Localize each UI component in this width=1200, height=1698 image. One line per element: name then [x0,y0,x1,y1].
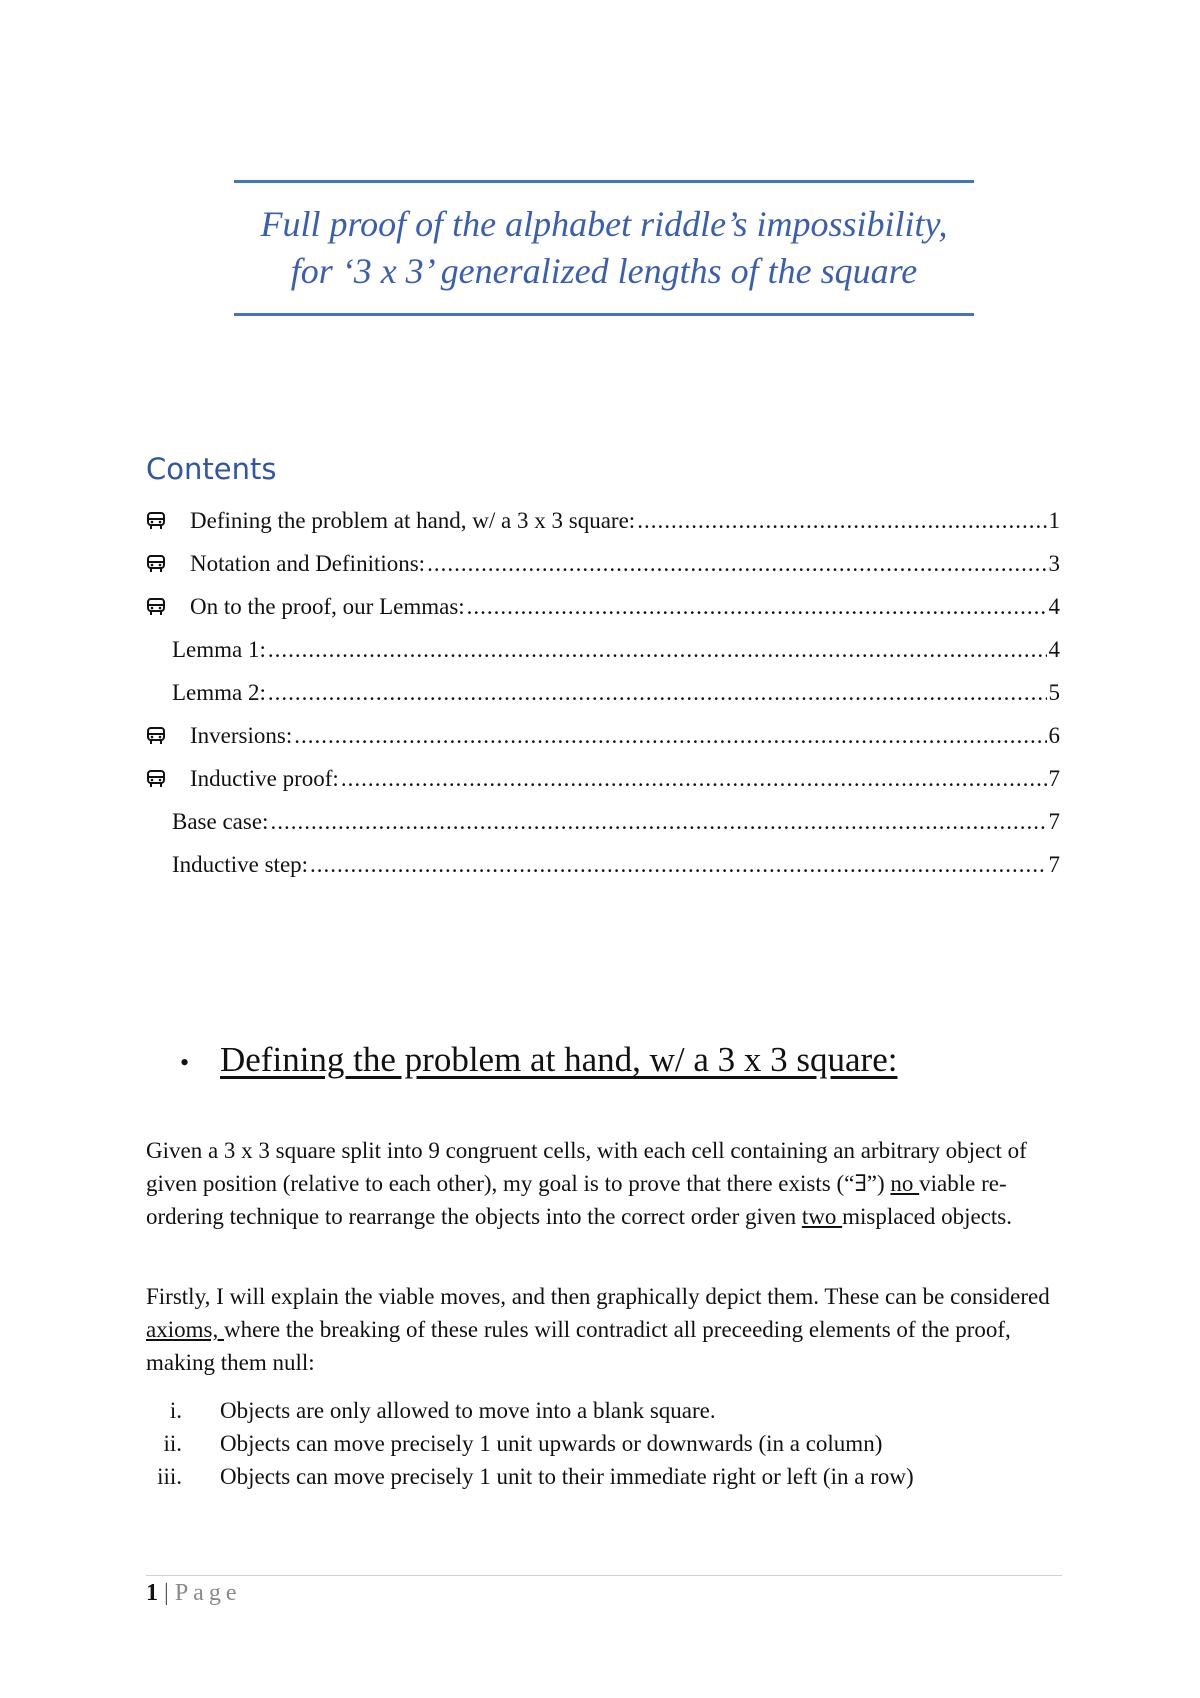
toc-leader [310,852,1046,878]
toc-page-number: 7 [1048,809,1060,834]
toc-entry-inductive-step[interactable] [172,838,1060,878]
list-item-text: Objects can move precisely 1 unit upwards or downwards (in a column) [220,1431,883,1456]
page-footer [146,1580,241,1607]
list-item-number: i. [169,1398,182,1423]
toc-label: Lemma 1: [172,637,266,662]
toc-label: Lemma 2: [172,680,266,705]
toc-label: Inversions: [190,723,293,748]
toc-page-number: 7 [1048,766,1060,791]
bus-icon [146,598,190,620]
bullet-icon: • [180,1048,190,1077]
toc-page-number: 7 [1048,852,1060,877]
contents-heading: Contents [146,452,277,486]
toc-leader [637,508,1046,534]
toc-page-number: 4 [1048,594,1060,619]
list-item-text: Objects are only allowed to move into a blank square. [220,1398,716,1423]
bus-icon [146,512,190,534]
emphasis-axioms: axioms, [146,1317,224,1342]
list-item-number: ii. [163,1431,182,1456]
toc-entry-inversions[interactable] [146,709,1060,749]
toc-label: Notation and Definitions: [190,551,426,576]
title-bottom-rule [234,313,974,316]
list-item [146,1431,1062,1464]
toc-page-number: 5 [1048,680,1060,705]
paragraph-text: misplaced objects. [842,1204,1013,1229]
toc-leader [427,551,1046,577]
bus-icon [146,555,190,577]
toc-label: Defining the problem at hand, w/ a 3 x 3 square: [190,508,636,533]
toc-page-number: 1 [1048,508,1060,533]
document-title [234,183,974,295]
toc-entry-lemma-1[interactable] [172,623,1060,663]
toc-page-number: 6 [1048,723,1060,748]
list-item-number: iii. [157,1464,182,1489]
toc-leader [294,723,1046,749]
toc-page-number: 3 [1048,551,1060,576]
toc-entry-lemmas[interactable] [146,580,1060,620]
title-line-2: for ‘3 x 3’ generalized lengths of the square [290,251,918,291]
paragraph-text: where the breaking of these rules will contradict all preceeding elements of the proof, making them null: [146,1317,1011,1375]
toc-label: Base case: [172,809,269,834]
list-item [146,1464,1062,1497]
title-line-1: Full proof of the alphabet riddle’s impossibility, [260,204,948,244]
emphasis-two: two [801,1204,843,1229]
footer-divider [146,1575,1062,1576]
toc-leader [467,594,1047,620]
page-number: 1 [146,1580,158,1606]
bus-icon [146,770,190,792]
footer-separator: | [164,1580,169,1606]
paragraph-text: Firstly, I will explain the viable moves, and then graphically depict them. These can be considered [146,1284,1050,1309]
toc-label: Inductive proof: [190,766,339,791]
emphasis-no: no [890,1171,920,1196]
toc-entry-defining-problem[interactable] [146,494,1060,534]
title-block [234,180,974,316]
toc-leader [268,680,1047,706]
toc-entry-lemma-2[interactable] [172,666,1060,706]
paragraph-intro [146,1134,1062,1233]
paragraph-axioms [146,1280,1062,1379]
page-label: Page [174,1580,242,1606]
toc-leader [270,809,1046,835]
toc-label: Inductive step: [172,852,309,877]
paragraph-text: Given a 3 x 3 square split into 9 congruent cells, with each cell containing an arbitrary object of given position (relative to each other), my goal is to prove that there exists (“∃”) [146,1138,1027,1196]
toc-entry-base-case[interactable] [172,795,1060,835]
toc-entry-notation[interactable] [146,537,1060,577]
section-title: Defining the problem at hand, w/ a 3 x 3 square: [220,1040,898,1079]
bus-icon [146,727,190,749]
toc-leader [268,637,1047,663]
rules-list [146,1398,1062,1497]
paragraph-text: viable re-ordering technique to rearrange the objects into the correct order given [146,1171,1007,1229]
list-item [146,1398,1062,1431]
list-item-text: Objects can move precisely 1 unit to their immediate right or left (in a row) [220,1464,914,1489]
toc-leader [341,766,1047,792]
section-heading [180,1040,897,1080]
toc-label: On to the proof, our Lemmas: [190,594,465,619]
toc-entry-inductive-proof[interactable] [146,752,1060,792]
toc-page-number: 4 [1048,637,1060,662]
